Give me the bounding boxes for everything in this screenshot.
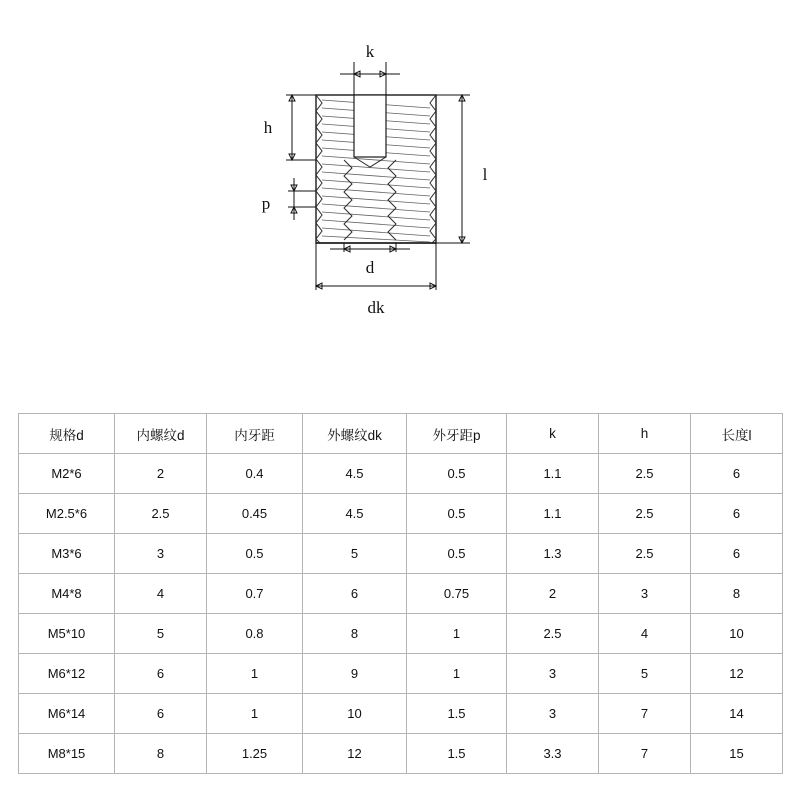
dimension-k [340, 42, 400, 95]
table-cell: 5 [303, 534, 407, 574]
dimension-label-p: p [261, 194, 271, 213]
table-cell: M3*6 [19, 534, 115, 574]
table-cell: 2.5 [115, 494, 207, 534]
table-cell: 1.5 [407, 694, 507, 734]
table-header-cell: 内螺纹d [115, 414, 207, 454]
table-row [19, 694, 783, 734]
table-header-cell: 外螺纹dk [303, 414, 407, 454]
table-row [19, 654, 783, 694]
table-row [19, 574, 783, 614]
table-cell: 10 [691, 614, 783, 654]
table-cell: 1 [207, 654, 303, 694]
table-cell: 7 [599, 694, 691, 734]
table-cell: 4.5 [303, 454, 407, 494]
table-cell: 4.5 [303, 494, 407, 534]
table-cell: 6 [691, 494, 783, 534]
table-cell: 0.8 [207, 614, 303, 654]
table-cell: 6 [115, 654, 207, 694]
table-cell: 2.5 [599, 454, 691, 494]
table-cell: 1.1 [507, 494, 599, 534]
table-cell: 7 [599, 734, 691, 774]
table-cell: M2.5*6 [19, 494, 115, 534]
table-cell: 5 [115, 614, 207, 654]
table-cell: 0.45 [207, 494, 303, 534]
dimension-h [264, 95, 316, 160]
dimension-p [262, 178, 316, 220]
table-cell: 1.25 [207, 734, 303, 774]
table-cell: 2 [507, 574, 599, 614]
table-cell: 0.7 [207, 574, 303, 614]
table-cell: 3 [507, 654, 599, 694]
dimension-d [330, 243, 410, 277]
dimension-label-k: k [365, 42, 375, 61]
table-cell: 10 [303, 694, 407, 734]
table-cell: 3 [115, 534, 207, 574]
table-header-cell: 规格d [19, 414, 115, 454]
table-row [19, 614, 783, 654]
insert-cross-section-svg [0, 0, 800, 390]
table-cell: 2 [115, 454, 207, 494]
table-header-cell: k [507, 414, 599, 454]
dimension-dk [316, 243, 436, 317]
table-cell: 1.3 [507, 534, 599, 574]
dimension-label-l: l [482, 165, 488, 184]
table-cell: M2*6 [19, 454, 115, 494]
dimension-label-dk: dk [367, 298, 385, 317]
table-cell: 0.5 [407, 534, 507, 574]
table-cell: 3.3 [507, 734, 599, 774]
table-cell: 0.4 [207, 454, 303, 494]
table-cell: 3 [507, 694, 599, 734]
table-cell: 14 [691, 694, 783, 734]
table-header-cell: 外牙距p [407, 414, 507, 454]
table-row [19, 534, 783, 574]
table-cell: 1 [207, 694, 303, 734]
table-cell: 8 [303, 614, 407, 654]
table-cell: 6 [691, 534, 783, 574]
table-cell: 8 [691, 574, 783, 614]
table-cell: 12 [691, 654, 783, 694]
table-cell: M6*14 [19, 694, 115, 734]
table-cell: 1.1 [507, 454, 599, 494]
dimension-label-h: h [263, 118, 273, 137]
table-cell: M6*12 [19, 654, 115, 694]
table-header-cell: h [599, 414, 691, 454]
table-cell: M4*8 [19, 574, 115, 614]
table-cell: 1 [407, 654, 507, 694]
table-cell: 4 [115, 574, 207, 614]
dimension-label-d: d [365, 258, 375, 277]
internal-bore-slot [354, 95, 386, 157]
table-cell: 9 [303, 654, 407, 694]
table-cell: 15 [691, 734, 783, 774]
table-cell: M5*10 [19, 614, 115, 654]
table-header-cell: 内牙距 [207, 414, 303, 454]
table-row [19, 494, 783, 534]
insert-body [316, 95, 436, 243]
table-cell: 2.5 [507, 614, 599, 654]
table-cell: 0.5 [407, 494, 507, 534]
table-header-row [19, 414, 783, 454]
table-cell: 0.5 [407, 454, 507, 494]
table-cell: 1.5 [407, 734, 507, 774]
table-cell: 3 [599, 574, 691, 614]
table-cell: M8*15 [19, 734, 115, 774]
table-cell: 6 [691, 454, 783, 494]
table-header-cell: 长度l [691, 414, 783, 454]
technical-drawing [0, 0, 800, 390]
table-cell: 8 [115, 734, 207, 774]
table-cell: 4 [599, 614, 691, 654]
specification-table [18, 413, 783, 774]
table-cell: 2.5 [599, 494, 691, 534]
table-cell: 1 [407, 614, 507, 654]
table-row [19, 734, 783, 774]
table-cell: 0.5 [207, 534, 303, 574]
table-cell: 12 [303, 734, 407, 774]
table-cell: 5 [599, 654, 691, 694]
table-cell: 0.75 [407, 574, 507, 614]
table-cell: 2.5 [599, 534, 691, 574]
dimension-l [436, 95, 488, 243]
table-cell: 6 [115, 694, 207, 734]
spec-table-container [18, 413, 782, 774]
table-cell: 6 [303, 574, 407, 614]
table-row [19, 454, 783, 494]
